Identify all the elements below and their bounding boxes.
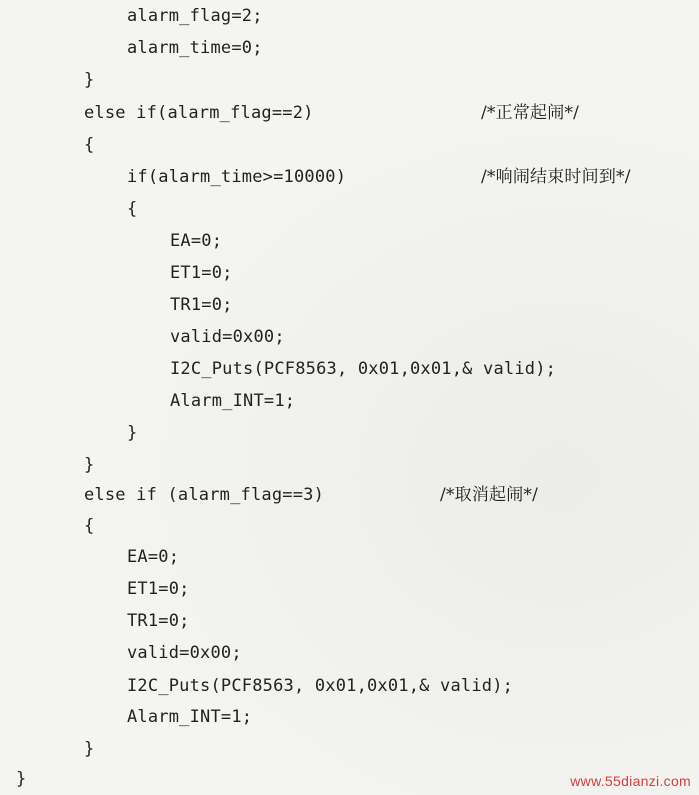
code-line: Alarm_INT=1; [170, 391, 296, 411]
code-line: TR1=0; [170, 295, 233, 315]
code-comment: /*正常起闹*/ [481, 103, 580, 123]
code-line: { [84, 135, 95, 155]
code-line: } [84, 70, 95, 90]
code-line: ET1=0; [127, 579, 190, 599]
code-comment: /*取消起闹*/ [440, 485, 539, 505]
code-line: } [84, 455, 95, 475]
code-line: I2C_Puts(PCF8563, 0x01,0x01,& valid); [127, 676, 514, 696]
code-line: I2C_Puts(PCF8563, 0x01,0x01,& valid); [170, 359, 557, 379]
code-line: Alarm_INT=1; [127, 707, 253, 727]
code-line: } [16, 769, 27, 789]
code-line: } [127, 423, 138, 443]
code-comment: /*响闹结束时间到*/ [481, 167, 631, 187]
code-line: alarm_time=0; [127, 38, 263, 58]
code-line: TR1=0; [127, 611, 190, 631]
code-line: else if(alarm_flag==2) [84, 103, 314, 123]
code-line: EA=0; [170, 231, 223, 251]
code-line: if(alarm_time>=10000) [127, 167, 347, 187]
code-line: ET1=0; [170, 263, 233, 283]
code-line: alarm_flag=2; [127, 6, 263, 26]
code-line: { [127, 199, 138, 219]
code-line: } [84, 739, 95, 759]
code-line: { [84, 516, 95, 536]
code-line: EA=0; [127, 547, 180, 567]
watermark-text: www.55dianzi.com [570, 773, 691, 789]
code-line: valid=0x00; [170, 327, 285, 347]
code-line: else if (alarm_flag==3) [84, 485, 325, 505]
code-line: valid=0x00; [127, 643, 242, 663]
